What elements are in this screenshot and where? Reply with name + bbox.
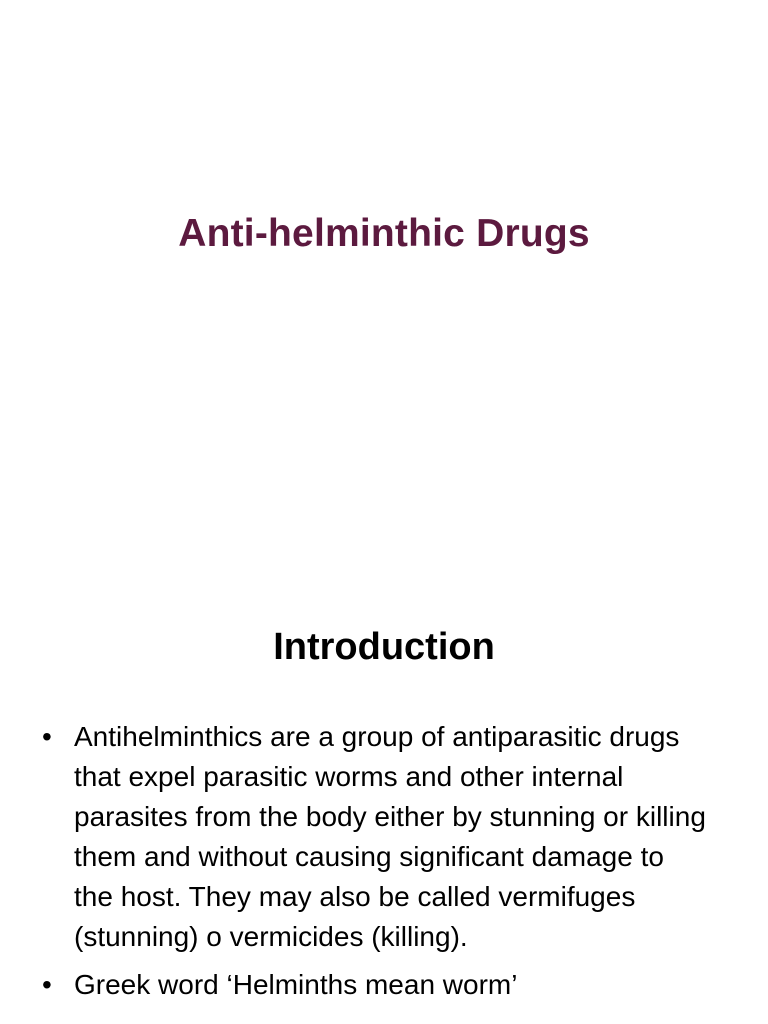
bullet-text: Greek word ‘Helminths mean worm’ xyxy=(74,969,518,1000)
bullet-item xyxy=(0,965,768,1005)
bullet-icon: • xyxy=(42,969,52,1000)
bullet-text: Antihelminthics are a group of antiparasitic drugs that expel parasitic worms and other internal parasites from the body either by stunning or killing them and without causing significant damage to the host. They may also be called vermifuges (stunning) o vermicides (killing). xyxy=(74,721,706,952)
bullet-icon: • xyxy=(42,721,52,752)
section-heading: Introduction xyxy=(273,626,495,668)
slide-title: Anti-helminthic Drugs xyxy=(178,212,590,255)
bullet-list xyxy=(0,717,768,1013)
bullet-item xyxy=(0,717,768,957)
